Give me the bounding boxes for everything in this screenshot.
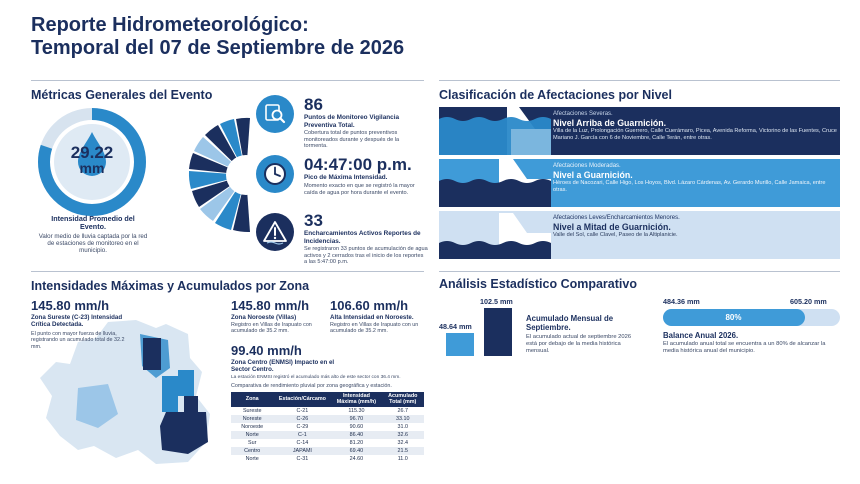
- table-cell: Noroeste: [241, 424, 264, 430]
- table-row: [231, 415, 424, 423]
- table-cell: Noreste: [231, 415, 273, 423]
- divider: [31, 80, 424, 81]
- curb-water-level-icon: [439, 211, 551, 259]
- table-header-cell: Intensidad Máxima (mm/h): [331, 392, 381, 407]
- warning-icon: [256, 213, 294, 251]
- table-caption: Comparativa de rendimiento pluvial por zona geográfica y estación.: [231, 383, 392, 389]
- monthly-bar-b-label: 102.5 mm: [480, 297, 513, 306]
- table-cell: 86.40: [331, 431, 381, 439]
- table-cell: 69.40: [331, 447, 381, 455]
- table-row: [231, 447, 424, 455]
- zone-northwest-desc: Registro en Villas de Irapuato con acumulado de 35.2 mm.: [231, 322, 312, 335]
- zone-center-desc: La estación ENMSI registró el acumulado más alto de este sector con 36.4 mm.: [231, 375, 401, 380]
- table-cell: 115.30: [348, 407, 365, 414]
- zone-northwest-value: 145.80 mm/h: [231, 298, 310, 313]
- divider: [439, 271, 840, 272]
- section-title-estadistico: Análisis Estadístico Comparativo: [439, 277, 637, 291]
- table-cell: C-31: [296, 456, 309, 463]
- level-moderate-sub: Afectaciones Moderadas.: [553, 163, 621, 169]
- zone-center-label: Zona Centro (ENMSI) Impacto en el Sector Centro.: [231, 359, 335, 374]
- section-title-afectaciones: Clasificación de Afectaciones por Nivel: [439, 88, 672, 102]
- zone-northwest-label: Zona Noroeste (Villas): [231, 314, 297, 321]
- intensity-gauge: [36, 106, 148, 218]
- level-moderate-detail: Héroes de Nacozari, Calle Higo, Los Hoyos, Blvd. Lázaro Cárdenas, Av. Gerardo Murillo, Calle Jamaica, entre otras.: [553, 180, 826, 193]
- monitoring-points-number: 86: [304, 95, 323, 114]
- zones-table: [231, 392, 424, 463]
- table-cell: C-29: [296, 424, 309, 430]
- annual-progress-percent: 80%: [725, 313, 742, 322]
- table-cell: Norte: [231, 431, 273, 439]
- clock-icon: [256, 155, 294, 193]
- annual-desc: El acumulado anual total se encuentra a un 80% de alcanzar la media histórica anual del municipio.: [663, 341, 826, 354]
- zone-southeast-value: 145.80 mm/h: [31, 298, 110, 313]
- annual-historical-label: 605.20 mm: [790, 297, 827, 306]
- table-cell: 31.0: [397, 424, 408, 430]
- table-row: [231, 431, 424, 439]
- table-row: [231, 423, 424, 431]
- level-light-sub: Afectaciones Leves/Encharcamientos Menores.: [553, 215, 680, 221]
- magnifier-icon: [256, 95, 294, 133]
- intensity-label: Intensidad Promedio del Evento.: [51, 214, 135, 232]
- table-cell: 90.60: [349, 424, 364, 430]
- table-cell: Norte: [245, 456, 259, 463]
- monthly-bar-current: [446, 333, 474, 356]
- level-severe-sub: Afectaciones Severas.: [553, 111, 613, 117]
- curb-water-level-icon: [439, 107, 551, 155]
- table-cell: 33.10: [382, 415, 424, 423]
- curb-water-level-icon: [439, 159, 551, 207]
- peak-time-label: Pico de Máxima Intensidad.: [304, 174, 388, 181]
- table-cell: 32.4: [397, 440, 408, 447]
- table-cell: 21.5: [382, 447, 424, 455]
- table-cell: 26.7: [397, 407, 408, 414]
- table-cell: Centro: [231, 447, 273, 455]
- table-cell: C-14: [296, 440, 309, 447]
- intensity-unit: mm: [79, 160, 105, 176]
- zone-center-value: 99.40 mm/h: [231, 343, 302, 358]
- level-moderate-head: Nivel a Guarnición.: [553, 170, 633, 180]
- table-cell: 81.20: [349, 440, 364, 447]
- table-header-cell: Acumulado Total (mm): [382, 392, 424, 407]
- table-row: [231, 439, 424, 447]
- page-title-line-1: Reporte Hidrometeorológico:: [31, 14, 309, 36]
- level-light-detail: Valle del Sol, calle Clavel, Paseo de la Altiplanicie.: [553, 232, 678, 238]
- active-flooding-label: Encharcamientos Activos Reportes de Incidencias.: [304, 230, 421, 245]
- table-cell: 96.70: [331, 415, 381, 423]
- page-title-line-2: Temporal del 07 de Septiembre de 2026: [31, 37, 405, 59]
- table-cell: C-1: [273, 431, 331, 439]
- level-severe-detail: Villa de la Luz, Prolongación Guerrero, Calle Cuerámaro, Picea, Avenida Reforma, Victorino de las Fuentes, Cruce Mariano J. García con 6 de Noviembre, Calle Terán, entre otras.: [553, 128, 837, 141]
- level-light-card: [439, 211, 840, 259]
- monthly-desc: El acumulado actual de septiembre 2026 está por debajo de la media histórica mensual.: [526, 334, 632, 354]
- active-flooding-number: 33: [304, 211, 323, 230]
- divider: [439, 80, 840, 81]
- table-cell: Sur: [248, 440, 257, 447]
- zone-southeast-label: Zona Sureste (C-23) Intensidad Crítica Detectada.: [31, 314, 123, 329]
- level-severe-head: Nivel Arriba de Guarnición.: [553, 118, 667, 128]
- table-cell: C-21: [296, 407, 309, 414]
- section-title-zonas: Intensidades Máximas y Acumulados por Zona: [31, 279, 310, 293]
- monitoring-points-label: Puntos de Monitoreo Vigilancia Preventiva Total.: [304, 114, 400, 129]
- level-severe-card: [439, 107, 840, 155]
- annual-progress-track: [663, 309, 840, 326]
- zone-high-intensity-desc: Registro en Villas de Irapuato con un acumulado de 35.2 mm.: [330, 322, 419, 335]
- zone-southeast-desc: El punto con mayor fuerza de lluvia, registrando un acumulado total de 32.2 mm.: [31, 331, 125, 350]
- zone-high-intensity-value: 106.60 mm/h: [330, 298, 409, 313]
- peak-time-number: 04:47:00 p.m.: [304, 155, 412, 174]
- level-light-head: Nivel a Mitad de Guarnición.: [553, 222, 671, 232]
- table-cell: 32.6: [382, 431, 424, 439]
- active-flooding-desc: Se registraron 33 puntos de acumulación de agua activos y 2 cerrados tras el inicio de los reportes a las 5:47:00 p.m.: [304, 246, 428, 266]
- table-header-cell: Zona: [231, 392, 273, 407]
- annual-current-label: 484.36 mm: [663, 297, 700, 306]
- annual-title: Balance Anual 2026.: [663, 331, 739, 340]
- table-cell: 24.60: [349, 456, 364, 463]
- divider: [31, 271, 424, 272]
- table-cell: 11.0: [397, 456, 408, 463]
- table-header-cell: Estación/Cárcamo: [273, 392, 331, 407]
- monthly-title: Acumulado Mensual de Septiembre.: [526, 314, 614, 332]
- intensity-desc: Valor medio de lluvia captada por la red de estaciones de monitoreo en el municipio.: [38, 233, 148, 255]
- table-row: [231, 455, 424, 463]
- monthly-bar-historical: [484, 308, 512, 356]
- table-row: [231, 407, 424, 415]
- monitoring-points-desc: Cobertura total de puntos preventivos monitoreados durante y después de la tormenta.: [304, 130, 400, 150]
- table-cell: Sureste: [242, 407, 262, 414]
- zone-high-intensity-label: Alta Intensidad en Noroeste.: [330, 314, 414, 321]
- radial-segment-graphic: [166, 116, 262, 234]
- section-title-metricas: Métricas Generales del Evento: [31, 88, 213, 102]
- level-moderate-card: [439, 159, 840, 207]
- table-cell: JAPAMI: [273, 447, 331, 455]
- table-cell: C-26: [273, 415, 331, 423]
- monthly-bar-a-label: 48.64 mm: [439, 322, 472, 331]
- intensity-value: 29.22: [70, 143, 114, 162]
- peak-time-desc: Momento exacto en que se registró la mayor caída de agua por hora durante el evento.: [304, 183, 415, 196]
- table-header-row: [231, 392, 424, 407]
